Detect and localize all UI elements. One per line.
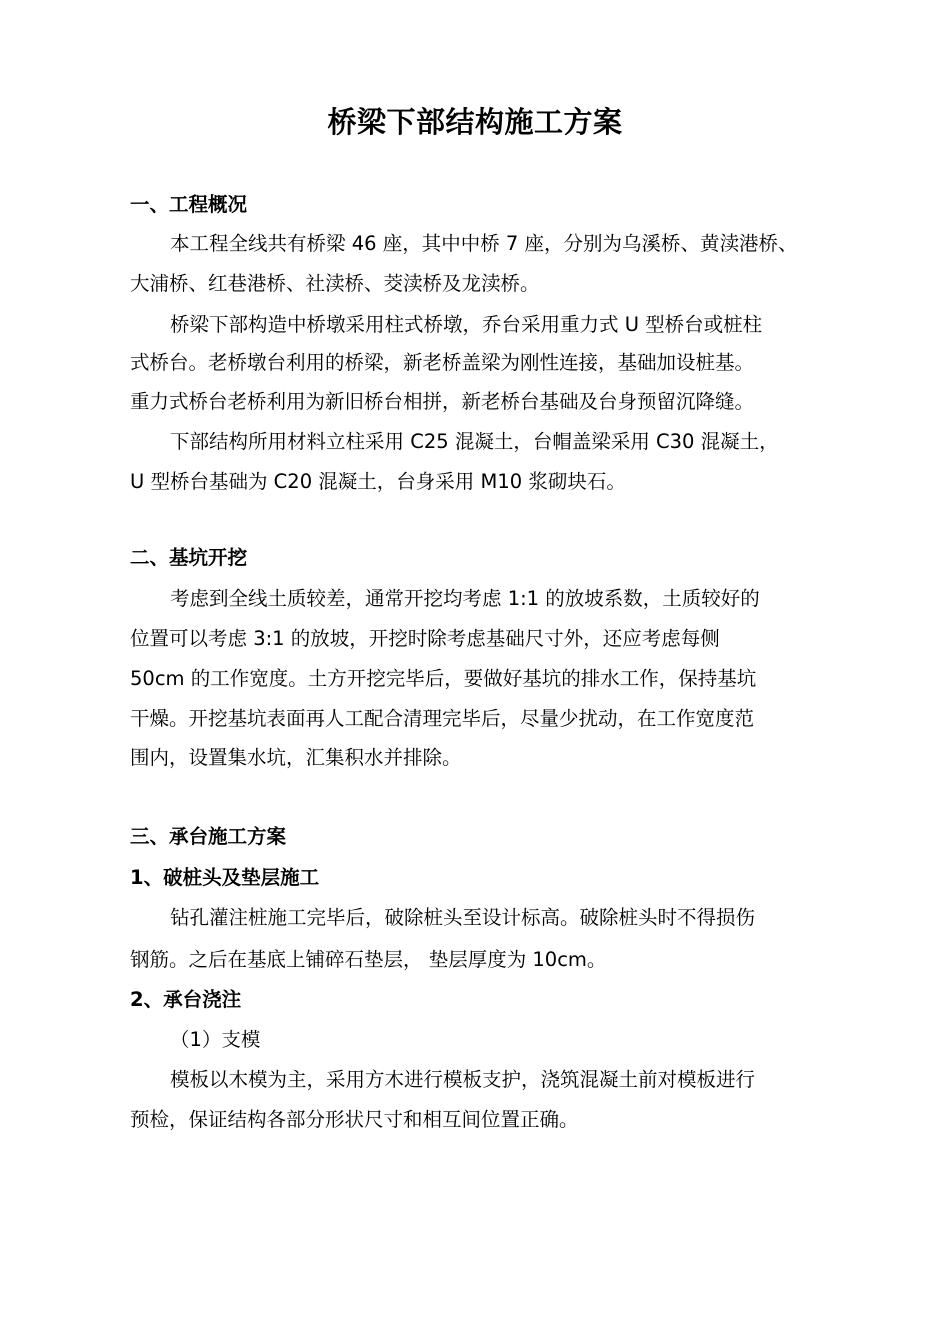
paragraph-line: 50cm 的工作宽度。土方开挖完毕后，要做好基坑的排水工作，保持基坑 (130, 667, 757, 690)
document-title: 桥梁下部结构施工方案 (327, 105, 623, 139)
paragraph-line: 钻孔灌注桩施工完毕后，破除桩头至设计标高。破除桩头时不得损伤 (170, 906, 756, 929)
section-heading-overview: 一、工程概况 (130, 193, 248, 216)
paragraph-line: 式桥台。老桥墩台利用的桥梁，新老桥盖梁为刚性连接，基础加设桩基。 (130, 351, 755, 374)
list-item-formwork: （1）支模 (170, 1028, 261, 1051)
paragraph-line: 钢筋。之后在基底上铺碎石垫层， 垫层厚度为 10cm。 (130, 948, 607, 971)
section-heading-pile-cap: 三、承台施工方案 (130, 825, 287, 848)
paragraph-line: 本工程全线共有桥梁 46 座，其中中桥 7 座，分别为乌溪桥、黄渎港桥、 (170, 232, 798, 255)
paragraph-line: 预检，保证结构各部分形状尺寸和相互间位置正确。 (130, 1108, 579, 1131)
paragraph-line: 大浦桥、红巷港桥、社渎桥、茭渎桥及龙渎桥。 (130, 272, 540, 295)
paragraph-line: 位置可以考虑 3:1 的放坡，开挖时除考虑基础尺寸外，还应考虑每侧 (130, 627, 720, 650)
paragraph-line: 考虑到全线土质较差，通常开挖均考虑 1:1 的放坡系数，土质较好的 (170, 587, 760, 610)
paragraph-line: 模板以木模为主，采用方木进行模板支护，浇筑混凝土前对模板进行 (170, 1068, 756, 1091)
subsection-heading-pile-head: 1、破桩头及垫层施工 (130, 866, 320, 889)
paragraph-line: 桥梁下部构造中桥墩采用柱式桥墩，乔台采用重力式 U 型桥台或桩柱 (170, 313, 763, 336)
paragraph-line: 围内，设置集水坑，汇集积水并排除。 (130, 746, 462, 769)
paragraph-line: 重力式桥台老桥利用为新旧桥台相拼，新老桥台基础及台身预留沉降缝。 (130, 390, 755, 413)
subsection-heading-pouring: 2、承台浇注 (130, 988, 242, 1011)
section-heading-excavation: 二、基坑开挖 (130, 546, 248, 569)
paragraph-line: U 型桥台基础为 C20 混凝土，台身采用 M10 浆砌块石。 (130, 470, 626, 493)
paragraph-line: 下部结构所用材料立柱采用 C25 混凝土，台帽盖梁采用 C30 混凝土， (170, 430, 779, 453)
paragraph-line: 干燥。开挖基坑表面再人工配合清理完毕后，尽量少扰动，在工作宽度范 (130, 707, 755, 730)
